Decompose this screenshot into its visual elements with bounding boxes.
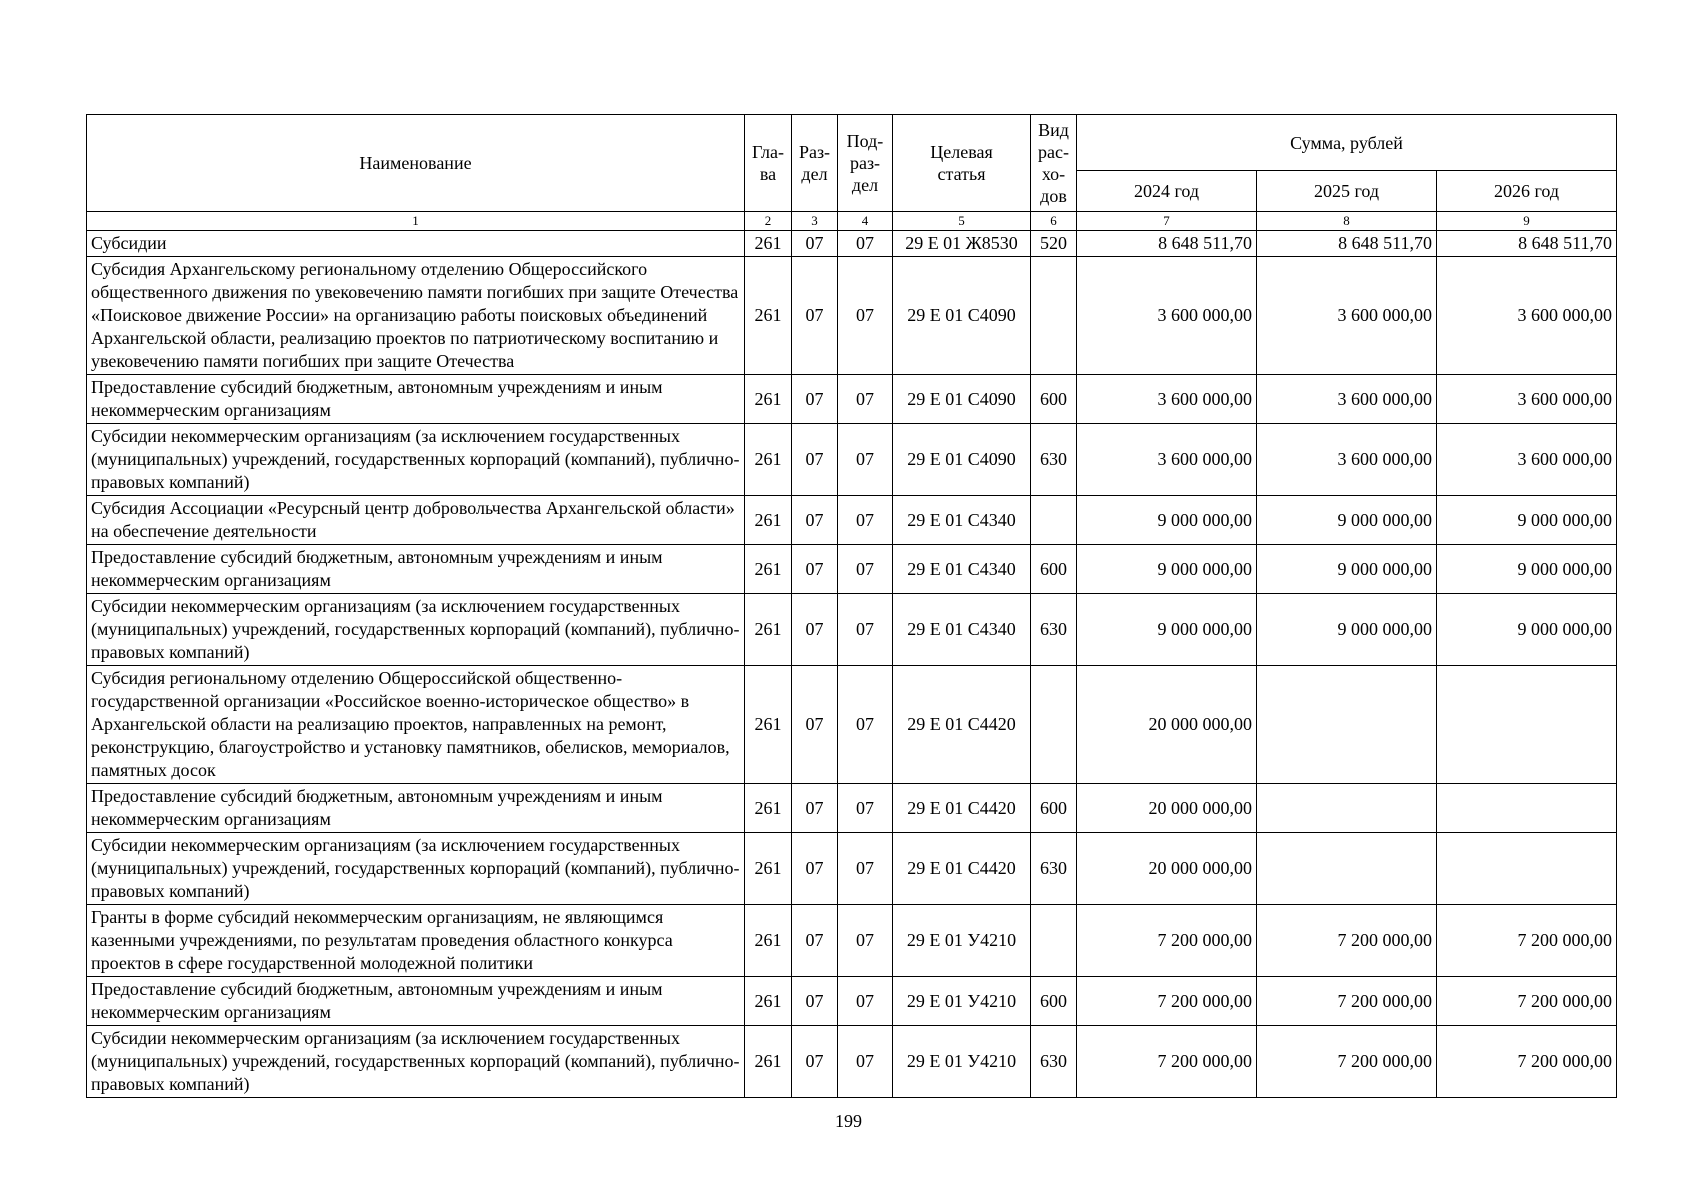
row-sum-2025: 3 600 000,00 xyxy=(1257,424,1437,496)
row-razdel: 07 xyxy=(792,666,838,784)
row-tselevaya-statya: 29 Е 01 С4420 xyxy=(893,784,1031,833)
row-glava: 261 xyxy=(745,977,792,1026)
row-sum-2024: 7 200 000,00 xyxy=(1077,977,1257,1026)
table-body xyxy=(87,231,1617,1098)
row-razdel: 07 xyxy=(792,375,838,424)
row-sum-2026: 3 600 000,00 xyxy=(1437,424,1617,496)
row-sum-2025: 3 600 000,00 xyxy=(1257,257,1437,375)
row-glava: 261 xyxy=(745,545,792,594)
row-vid-rashodov xyxy=(1031,257,1077,375)
table-row xyxy=(87,375,1617,424)
row-vid-rashodov xyxy=(1031,905,1077,977)
table-row xyxy=(87,594,1617,666)
column-number: 7 xyxy=(1077,212,1257,231)
header-year-2024: 2024 год xyxy=(1077,171,1257,212)
row-name: Субсидия региональному отделению Общероссийской общественно-государственной организации «Российское военно-историческое общество» в Архангельской области на реализацию проектов, направленных на ремонт, реконструкцию, благоустройство и установку памятников, обелисков, мемориалов, памятных досок xyxy=(87,666,745,784)
row-tselevaya-statya: 29 Е 01 С4090 xyxy=(893,424,1031,496)
row-tselevaya-statya: 29 Е 01 У4210 xyxy=(893,905,1031,977)
row-vid-rashodov: 520 xyxy=(1031,231,1077,257)
row-razdel: 07 xyxy=(792,977,838,1026)
row-sum-2025: 3 600 000,00 xyxy=(1257,375,1437,424)
row-sum-2026: 7 200 000,00 xyxy=(1437,1026,1617,1098)
row-name: Субсидия Ассоциации «Ресурсный центр добровольчества Архангельской области» на обеспечение деятельности xyxy=(87,496,745,545)
row-razdel: 07 xyxy=(792,496,838,545)
row-sum-2025: 9 000 000,00 xyxy=(1257,594,1437,666)
row-vid-rashodov: 630 xyxy=(1031,594,1077,666)
row-podrazdel: 07 xyxy=(838,545,893,594)
row-name: Субсидии некоммерческим организациям (за исключением государственных (муниципальных) учреждений, государственных корпораций (компаний), публично-правовых компаний) xyxy=(87,424,745,496)
row-sum-2025: 7 200 000,00 xyxy=(1257,977,1437,1026)
row-sum-2024: 9 000 000,00 xyxy=(1077,545,1257,594)
row-sum-2025 xyxy=(1257,833,1437,905)
row-sum-2026: 3 600 000,00 xyxy=(1437,375,1617,424)
row-podrazdel: 07 xyxy=(838,231,893,257)
row-glava: 261 xyxy=(745,1026,792,1098)
row-tselevaya-statya: 29 Е 01 У4210 xyxy=(893,1026,1031,1098)
row-sum-2024: 3 600 000,00 xyxy=(1077,375,1257,424)
row-sum-2026 xyxy=(1437,833,1617,905)
column-numbers-row xyxy=(87,212,1617,231)
row-name: Субсидии некоммерческим организациям (за исключением государственных (муниципальных) учреждений, государственных корпораций (компаний), публично-правовых компаний) xyxy=(87,594,745,666)
header-glava: Гла- ва xyxy=(745,115,792,212)
row-sum-2026 xyxy=(1437,784,1617,833)
row-podrazdel: 07 xyxy=(838,977,893,1026)
row-razdel: 07 xyxy=(792,1026,838,1098)
row-razdel: 07 xyxy=(792,833,838,905)
table-row xyxy=(87,1026,1617,1098)
row-glava: 261 xyxy=(745,784,792,833)
row-vid-rashodov: 630 xyxy=(1031,1026,1077,1098)
row-podrazdel: 07 xyxy=(838,666,893,784)
row-tselevaya-statya: 29 Е 01 С4340 xyxy=(893,594,1031,666)
column-number: 6 xyxy=(1031,212,1077,231)
row-glava: 261 xyxy=(745,833,792,905)
row-vid-rashodov: 630 xyxy=(1031,424,1077,496)
row-sum-2024: 9 000 000,00 xyxy=(1077,594,1257,666)
column-number: 2 xyxy=(745,212,792,231)
row-sum-2026: 8 648 511,70 xyxy=(1437,231,1617,257)
row-vid-rashodov: 600 xyxy=(1031,375,1077,424)
row-tselevaya-statya: 29 Е 01 С4090 xyxy=(893,375,1031,424)
row-vid-rashodov: 600 xyxy=(1031,784,1077,833)
column-number: 1 xyxy=(87,212,745,231)
header-name: Наименование xyxy=(87,115,745,212)
row-name: Субсидии некоммерческим организациям (за исключением государственных (муниципальных) учреждений, государственных корпораций (компаний), публично-правовых компаний) xyxy=(87,1026,745,1098)
table-row xyxy=(87,424,1617,496)
column-number: 3 xyxy=(792,212,838,231)
row-sum-2024: 3 600 000,00 xyxy=(1077,424,1257,496)
row-sum-2025: 7 200 000,00 xyxy=(1257,905,1437,977)
row-tselevaya-statya: 29 Е 01 Ж8530 xyxy=(893,231,1031,257)
row-sum-2026: 7 200 000,00 xyxy=(1437,977,1617,1026)
row-razdel: 07 xyxy=(792,424,838,496)
row-sum-2026: 7 200 000,00 xyxy=(1437,905,1617,977)
row-razdel: 07 xyxy=(792,545,838,594)
row-tselevaya-statya: 29 Е 01 У4210 xyxy=(893,977,1031,1026)
row-glava: 261 xyxy=(745,231,792,257)
row-sum-2024: 7 200 000,00 xyxy=(1077,1026,1257,1098)
row-sum-2024: 20 000 000,00 xyxy=(1077,833,1257,905)
column-number: 8 xyxy=(1257,212,1437,231)
row-sum-2026 xyxy=(1437,666,1617,784)
row-podrazdel: 07 xyxy=(838,833,893,905)
row-vid-rashodov: 600 xyxy=(1031,977,1077,1026)
row-podrazdel: 07 xyxy=(838,257,893,375)
header-year-2025: 2025 год xyxy=(1257,171,1437,212)
row-glava: 261 xyxy=(745,375,792,424)
row-glava: 261 xyxy=(745,496,792,545)
row-sum-2026: 3 600 000,00 xyxy=(1437,257,1617,375)
row-sum-2026: 9 000 000,00 xyxy=(1437,545,1617,594)
row-sum-2026: 9 000 000,00 xyxy=(1437,496,1617,545)
row-name: Субсидии некоммерческим организациям (за исключением государственных (муниципальных) учреждений, государственных корпораций (компаний), публично-правовых компаний) xyxy=(87,833,745,905)
row-sum-2025: 9 000 000,00 xyxy=(1257,545,1437,594)
table-row xyxy=(87,231,1617,257)
row-sum-2025: 9 000 000,00 xyxy=(1257,496,1437,545)
row-sum-2026: 9 000 000,00 xyxy=(1437,594,1617,666)
row-name: Предоставление субсидий бюджетным, автономным учреждениям и иным некоммерческим организациям xyxy=(87,545,745,594)
row-name: Предоставление субсидий бюджетным, автономным учреждениям и иным некоммерческим организациям xyxy=(87,375,745,424)
row-tselevaya-statya: 29 Е 01 С4090 xyxy=(893,257,1031,375)
page-number: 199 xyxy=(835,1111,862,1131)
row-sum-2025: 8 648 511,70 xyxy=(1257,231,1437,257)
row-sum-2025: 7 200 000,00 xyxy=(1257,1026,1437,1098)
row-sum-2024: 9 000 000,00 xyxy=(1077,496,1257,545)
row-sum-2024: 3 600 000,00 xyxy=(1077,257,1257,375)
row-razdel: 07 xyxy=(792,594,838,666)
row-glava: 261 xyxy=(745,666,792,784)
row-sum-2024: 7 200 000,00 xyxy=(1077,905,1257,977)
budget-table xyxy=(86,114,1617,1098)
row-sum-2024: 20 000 000,00 xyxy=(1077,666,1257,784)
row-tselevaya-statya: 29 Е 01 С4420 xyxy=(893,833,1031,905)
row-vid-rashodov xyxy=(1031,666,1077,784)
table-row xyxy=(87,257,1617,375)
row-razdel: 07 xyxy=(792,784,838,833)
row-name: Субсидии xyxy=(87,231,745,257)
row-razdel: 07 xyxy=(792,905,838,977)
header-razdel: Раз- дел xyxy=(792,115,838,212)
row-glava: 261 xyxy=(745,594,792,666)
header-summa: Сумма, рублей xyxy=(1077,115,1617,171)
column-number: 5 xyxy=(893,212,1031,231)
row-vid-rashodov: 630 xyxy=(1031,833,1077,905)
table-row xyxy=(87,977,1617,1026)
row-glava: 261 xyxy=(745,257,792,375)
row-podrazdel: 07 xyxy=(838,375,893,424)
column-number: 9 xyxy=(1437,212,1617,231)
row-tselevaya-statya: 29 Е 01 С4340 xyxy=(893,496,1031,545)
row-tselevaya-statya: 29 Е 01 С4340 xyxy=(893,545,1031,594)
row-tselevaya-statya: 29 Е 01 С4420 xyxy=(893,666,1031,784)
table-row xyxy=(87,784,1617,833)
row-name: Субсидия Архангельскому региональному отделению Общероссийского общественного движения по увековечению памяти погибших при защите Отечества «Поисковое движение России» на организацию работы поисковых объединений Архангельской области, реализацию проектов по патриотическому воспитанию и увековечению памяти погибших при защите Отечества xyxy=(87,257,745,375)
row-sum-2025 xyxy=(1257,784,1437,833)
row-name: Предоставление субсидий бюджетным, автономным учреждениям и иным некоммерческим организациям xyxy=(87,977,745,1026)
row-glava: 261 xyxy=(745,905,792,977)
table-row xyxy=(87,496,1617,545)
row-podrazdel: 07 xyxy=(838,1026,893,1098)
header-vid-rashodov: Вид рас- хо- дов xyxy=(1031,115,1077,212)
row-name: Предоставление субсидий бюджетным, автономным учреждениям и иным некоммерческим организациям xyxy=(87,784,745,833)
column-number: 4 xyxy=(838,212,893,231)
table-row xyxy=(87,833,1617,905)
row-razdel: 07 xyxy=(792,257,838,375)
row-podrazdel: 07 xyxy=(838,594,893,666)
row-podrazdel: 07 xyxy=(838,496,893,545)
row-sum-2024: 8 648 511,70 xyxy=(1077,231,1257,257)
header-year-2026: 2026 год xyxy=(1437,171,1617,212)
table-row xyxy=(87,545,1617,594)
row-razdel: 07 xyxy=(792,231,838,257)
row-podrazdel: 07 xyxy=(838,905,893,977)
row-name: Гранты в форме субсидий некоммерческим организациям, не являющимся казенными учреждениями, по результатам проведения областного конкурса проектов в сфере государственной молодежной политики xyxy=(87,905,745,977)
row-sum-2025 xyxy=(1257,666,1437,784)
row-vid-rashodov: 600 xyxy=(1031,545,1077,594)
row-sum-2024: 20 000 000,00 xyxy=(1077,784,1257,833)
row-podrazdel: 07 xyxy=(838,784,893,833)
table-row xyxy=(87,905,1617,977)
header-tselevaya-statya: Целевая статья xyxy=(893,115,1031,212)
row-glava: 261 xyxy=(745,424,792,496)
row-podrazdel: 07 xyxy=(838,424,893,496)
table-row xyxy=(87,666,1617,784)
header-podrazdel: Под- раз- дел xyxy=(838,115,893,212)
row-vid-rashodov xyxy=(1031,496,1077,545)
